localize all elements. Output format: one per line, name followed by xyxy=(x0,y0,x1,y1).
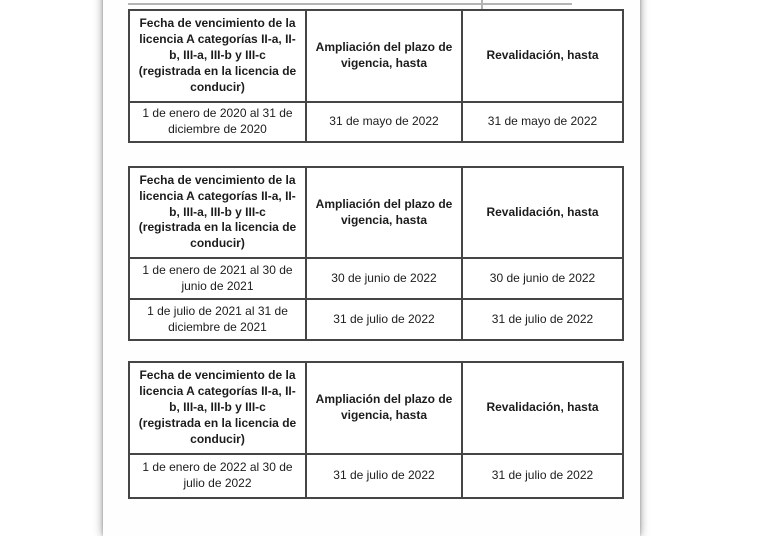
table-row xyxy=(129,454,623,498)
date-range-cell: 1 de enero de 2022 al 30 de julio de 2022 xyxy=(129,454,306,498)
revalidacion-cell: 31 de mayo de 2022 xyxy=(462,102,623,142)
revalidacion-cell: 31 de julio de 2022 xyxy=(462,454,623,498)
header-ampliacion-plazo: Ampliación del plazo de vigencia, hasta xyxy=(306,167,462,258)
header-revalidacion: Revalidación, hasta xyxy=(462,10,623,102)
date-range-cell: 1 de julio de 2021 al 31 de diciembre de 2021 xyxy=(129,299,306,340)
header-revalidacion: Revalidación, hasta xyxy=(462,362,623,454)
table-row xyxy=(129,258,623,299)
header-row xyxy=(129,10,623,102)
cropped-table-remnant-divider xyxy=(481,0,483,9)
ampliacion-cell: 31 de julio de 2022 xyxy=(306,299,462,340)
header-row xyxy=(129,167,623,258)
revalidacion-cell: 31 de julio de 2022 xyxy=(462,299,623,340)
license-extension-table-2022 xyxy=(128,361,624,499)
header-ampliacion-plazo: Ampliación del plazo de vigencia, hasta xyxy=(306,362,462,454)
license-extension-table-2021 xyxy=(128,166,624,341)
ampliacion-cell: 31 de mayo de 2022 xyxy=(306,102,462,142)
cropped-table-remnant-line xyxy=(128,3,572,5)
header-fecha-vencimiento: Fecha de vencimiento de la licencia A categorías II-a, II-b, III-a, III-b y III-c (registrada en la licencia de conducir) xyxy=(129,362,306,454)
table-row xyxy=(129,299,623,340)
date-range-cell: 1 de enero de 2021 al 30 de junio de 2021 xyxy=(129,258,306,299)
header-ampliacion-plazo: Ampliación del plazo de vigencia, hasta xyxy=(306,10,462,102)
header-fecha-vencimiento: Fecha de vencimiento de la licencia A categorías II-a, II-b, III-a, III-b y III-c (registrada en la licencia de conducir) xyxy=(129,10,306,102)
header-revalidacion: Revalidación, hasta xyxy=(462,167,623,258)
ampliacion-cell: 31 de julio de 2022 xyxy=(306,454,462,498)
date-range-cell: 1 de enero de 2020 al 31 de diciembre de 2020 xyxy=(129,102,306,142)
revalidacion-cell: 30 de junio de 2022 xyxy=(462,258,623,299)
header-fecha-vencimiento: Fecha de vencimiento de la licencia A categorías II-a, II-b, III-a, III-b y III-c (registrada en la licencia de conducir) xyxy=(129,167,306,258)
table-row xyxy=(129,102,623,142)
ampliacion-cell: 30 de junio de 2022 xyxy=(306,258,462,299)
license-extension-table-2020 xyxy=(128,9,624,143)
header-row xyxy=(129,362,623,454)
